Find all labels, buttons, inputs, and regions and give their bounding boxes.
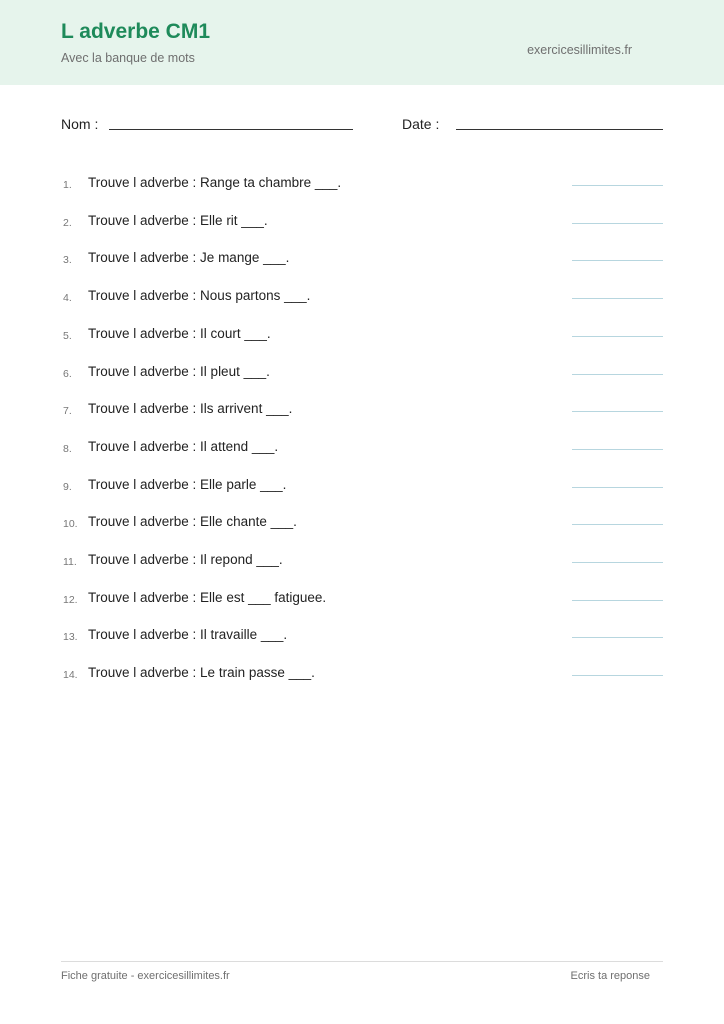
question-number: 9. xyxy=(63,480,72,493)
answer-line xyxy=(572,562,663,563)
page-header xyxy=(0,0,724,85)
question-item xyxy=(0,361,724,391)
question-text: Trouve l adverbe : Il repond ___. xyxy=(88,552,283,567)
question-item xyxy=(0,587,724,617)
answer-line xyxy=(572,298,663,299)
footer-credit: Fiche gratuite - exercicesillimites.fr xyxy=(61,970,230,982)
answer-line xyxy=(572,637,663,638)
question-item xyxy=(0,436,724,466)
question-number: 1. xyxy=(63,179,72,191)
footer-instruction: Ecris ta reponse xyxy=(570,970,650,982)
page-title: L adverbe CM1 xyxy=(61,20,210,43)
question-item xyxy=(0,549,724,579)
question-number: 7. xyxy=(63,405,72,418)
answer-line xyxy=(572,487,663,488)
question-item xyxy=(0,511,724,541)
question-number: 11. xyxy=(63,556,77,568)
question-item xyxy=(0,210,724,240)
question-number: 5. xyxy=(63,329,72,342)
question-text: Trouve l adverbe : Il attend ___. xyxy=(88,438,279,454)
name-label: Nom : xyxy=(61,116,99,132)
page-subtitle: Avec la banque de mots xyxy=(61,51,195,65)
question-text: Trouve l adverbe : Elle est ___ fatiguee. xyxy=(88,589,327,605)
answer-line xyxy=(572,411,663,412)
question-item xyxy=(0,323,724,353)
name-write-line xyxy=(109,129,353,130)
answer-line xyxy=(572,260,663,261)
question-number: 8. xyxy=(63,442,72,455)
question-text: Trouve l adverbe : Range ta chambre ___. xyxy=(88,175,342,190)
answer-line xyxy=(572,223,663,224)
date-write-line xyxy=(456,129,663,130)
answer-line xyxy=(572,449,663,450)
date-label: Date : xyxy=(402,116,440,132)
question-number: 12. xyxy=(63,593,78,606)
question-item xyxy=(0,624,724,654)
question-text: Trouve l adverbe : Elle parle ___. xyxy=(88,476,287,492)
question-number: 13. xyxy=(63,631,78,644)
footer-divider xyxy=(61,961,663,962)
site-name: exercicesillimites.fr xyxy=(527,43,632,57)
question-item xyxy=(0,172,724,202)
answer-line xyxy=(572,374,663,375)
answer-line xyxy=(572,336,663,337)
question-number: 10. xyxy=(63,518,78,531)
question-item xyxy=(0,662,724,692)
question-text: Trouve l adverbe : Ils arrivent ___. xyxy=(88,401,293,417)
answer-line xyxy=(572,600,663,601)
answer-line xyxy=(572,675,663,676)
question-text: Trouve l adverbe : Je mange ___. xyxy=(88,250,290,266)
question-number: 14. xyxy=(63,669,78,682)
question-text: Trouve l adverbe : Le train passe ___. xyxy=(88,665,315,681)
question-number: 2. xyxy=(63,216,72,229)
question-number: 3. xyxy=(63,254,72,267)
question-item xyxy=(0,398,724,428)
question-item xyxy=(0,474,724,504)
answer-line xyxy=(572,185,663,186)
question-item xyxy=(0,285,724,315)
question-text: Trouve l adverbe : Il court ___. xyxy=(88,325,271,341)
question-text: Trouve l adverbe : Il pleut ___. xyxy=(88,363,270,379)
question-number: 6. xyxy=(63,367,72,380)
question-text: Trouve l adverbe : Elle rit ___. xyxy=(88,212,268,228)
answer-line xyxy=(572,524,663,525)
question-text: Trouve l adverbe : Elle chante ___. xyxy=(88,514,297,530)
question-item xyxy=(0,247,724,277)
question-number: 4. xyxy=(63,292,72,305)
question-text: Trouve l adverbe : Nous partons ___. xyxy=(88,288,311,304)
question-text: Trouve l adverbe : Il travaille ___. xyxy=(88,627,288,643)
